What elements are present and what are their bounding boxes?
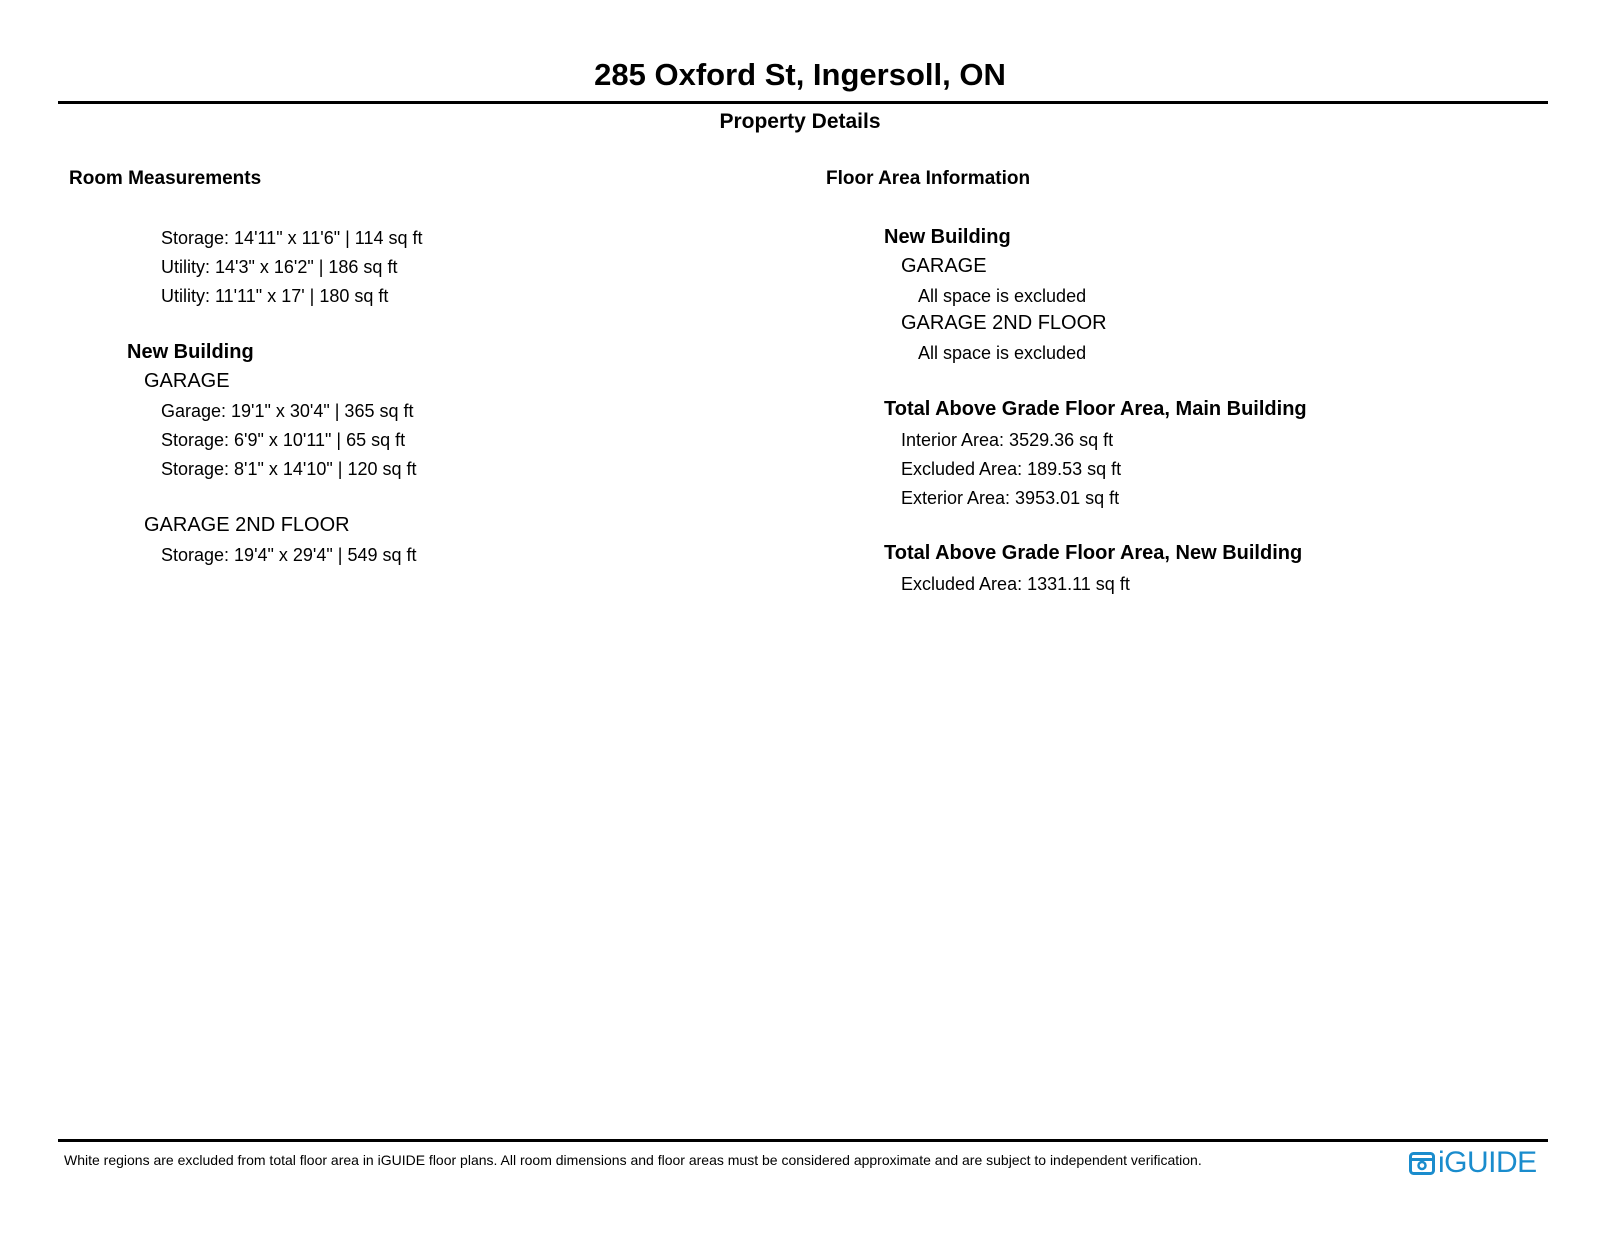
floor-heading-garage: GARAGE	[144, 370, 230, 392]
floor-area-heading: Floor Area Information	[826, 168, 1031, 189]
header-divider	[58, 101, 1548, 104]
footer-disclaimer: White regions are excluded from total floor area in iGUIDE floor plans. All room dimensions and floor areas must be considered approximate and are subject to independent verification.	[64, 1152, 1202, 1168]
floor-area-note: All space is excluded	[918, 343, 1087, 363]
excluded-area-value: Excluded Area: 189.53 sq ft	[901, 459, 1122, 479]
iguide-logo	[1409, 1148, 1537, 1178]
interior-area-value: Interior Area: 3529.36 sq ft	[901, 430, 1114, 450]
footer-divider	[58, 1139, 1548, 1142]
floor-area-garage-2nd-heading: GARAGE 2ND FLOOR	[901, 312, 1107, 334]
new-building-excluded-area-value: Excluded Area: 1331.11 sq ft	[901, 574, 1130, 594]
main-building-total-heading: Total Above Grade Floor Area, Main Building	[884, 398, 1307, 420]
floor-area-garage-heading: GARAGE	[901, 255, 987, 277]
room-measurements-heading: Room Measurements	[69, 168, 262, 189]
room-entry: Garage: 19'1" x 30'4" | 365 sq ft	[161, 401, 414, 421]
exterior-area-value: Exterior Area: 3953.01 sq ft	[901, 488, 1120, 508]
floor-area-note: All space is excluded	[918, 286, 1087, 306]
page-title: 285 Oxford St, Ingersoll, ON	[594, 57, 1006, 92]
room-entry: Storage: 14'11" x 11'6" | 114 sq ft	[161, 228, 423, 248]
camera-box-icon	[1409, 1150, 1435, 1176]
room-entry: Utility: 11'11" x 17' | 180 sq ft	[161, 286, 389, 306]
new-building-heading: New Building	[127, 341, 254, 363]
floor-heading-garage-2nd: GARAGE 2ND FLOOR	[144, 514, 350, 536]
room-entry: Utility: 14'3" x 16'2" | 186 sq ft	[161, 257, 398, 277]
room-entry: Storage: 8'1" x 14'10" | 120 sq ft	[161, 459, 417, 479]
logo-text: iGUIDE	[1438, 1146, 1537, 1179]
new-building-total-heading: Total Above Grade Floor Area, New Building	[884, 542, 1303, 564]
room-entry: Storage: 19'4" x 29'4" | 549 sq ft	[161, 545, 417, 565]
floor-area-new-building-heading: New Building	[884, 226, 1011, 248]
page-subtitle: Property Details	[719, 110, 881, 133]
room-entry: Storage: 6'9" x 10'11" | 65 sq ft	[161, 430, 406, 450]
